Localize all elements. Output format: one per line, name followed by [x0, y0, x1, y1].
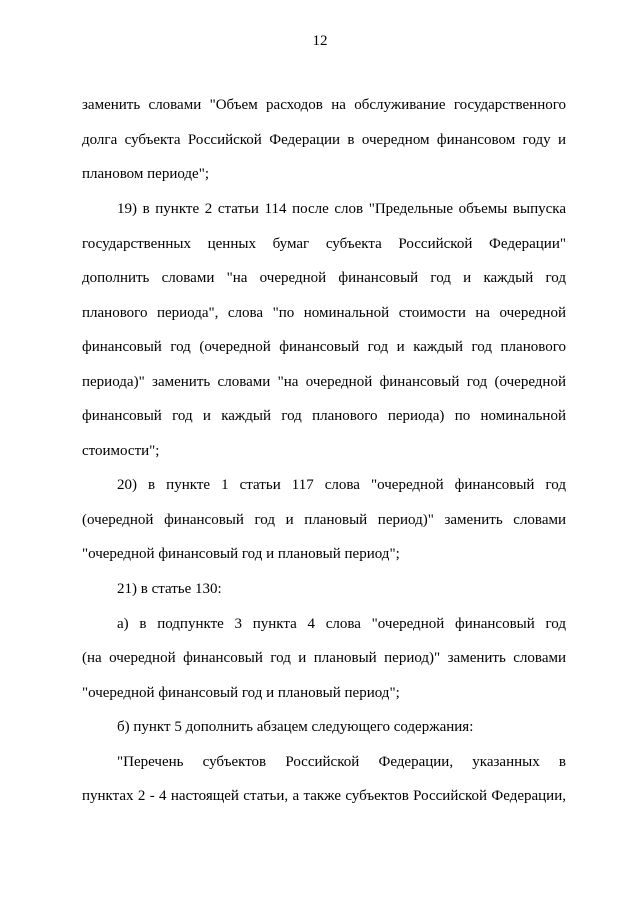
text-line: долга субъекта Российской Федерации в очередном финансовом году и: [82, 132, 566, 148]
text-line: 21) в статье 130:: [117, 581, 222, 597]
text-line: государственных ценных бумаг субъекта Российской Федерации": [82, 236, 566, 252]
text-line: планового периода", слова "по номинальной стоимости на очередной: [82, 305, 566, 321]
text-line: стоимости";: [82, 443, 160, 459]
text-line: (на очередной финансовый год и плановый период)" заменить словами: [82, 650, 566, 666]
text-line: финансовый год (очередной финансовый год и каждый год планового: [82, 339, 566, 355]
text-line: "Перечень субъектов Российской Федерации, указанных в: [117, 754, 566, 770]
text-line: финансовый год и каждый год планового периода) по номинальной: [82, 408, 566, 424]
text-line: б) пункт 5 дополнить абзацем следующего содержания:: [117, 719, 474, 735]
text-line: 20) в пункте 1 статьи 117 слова "очередной финансовый год: [117, 477, 566, 493]
text-line: заменить словами "Объем расходов на обслуживание государственного: [82, 97, 566, 113]
text-line: пунктах 2 - 4 настоящей статьи, а также субъектов Российской Федерации,: [82, 788, 566, 804]
text-line: плановом периоде";: [82, 166, 209, 182]
text-line: "очередной финансовый год и плановый период";: [82, 685, 400, 701]
text-line: периода)" заменить словами "на очередной финансовый год (очередной: [82, 374, 566, 390]
page-number: 12: [312, 33, 328, 49]
text-line: (очередной финансовый год и плановый период)" заменить словами: [82, 512, 566, 528]
text-line: а) в подпункте 3 пункта 4 слова "очередной финансовый год: [117, 616, 566, 632]
text-line: "очередной финансовый год и плановый период";: [82, 546, 400, 562]
text-line: 19) в пункте 2 статьи 114 после слов "Предельные объемы выпуска: [117, 201, 566, 217]
text-line: дополнить словами "на очередной финансовый год и каждый год: [82, 270, 566, 286]
